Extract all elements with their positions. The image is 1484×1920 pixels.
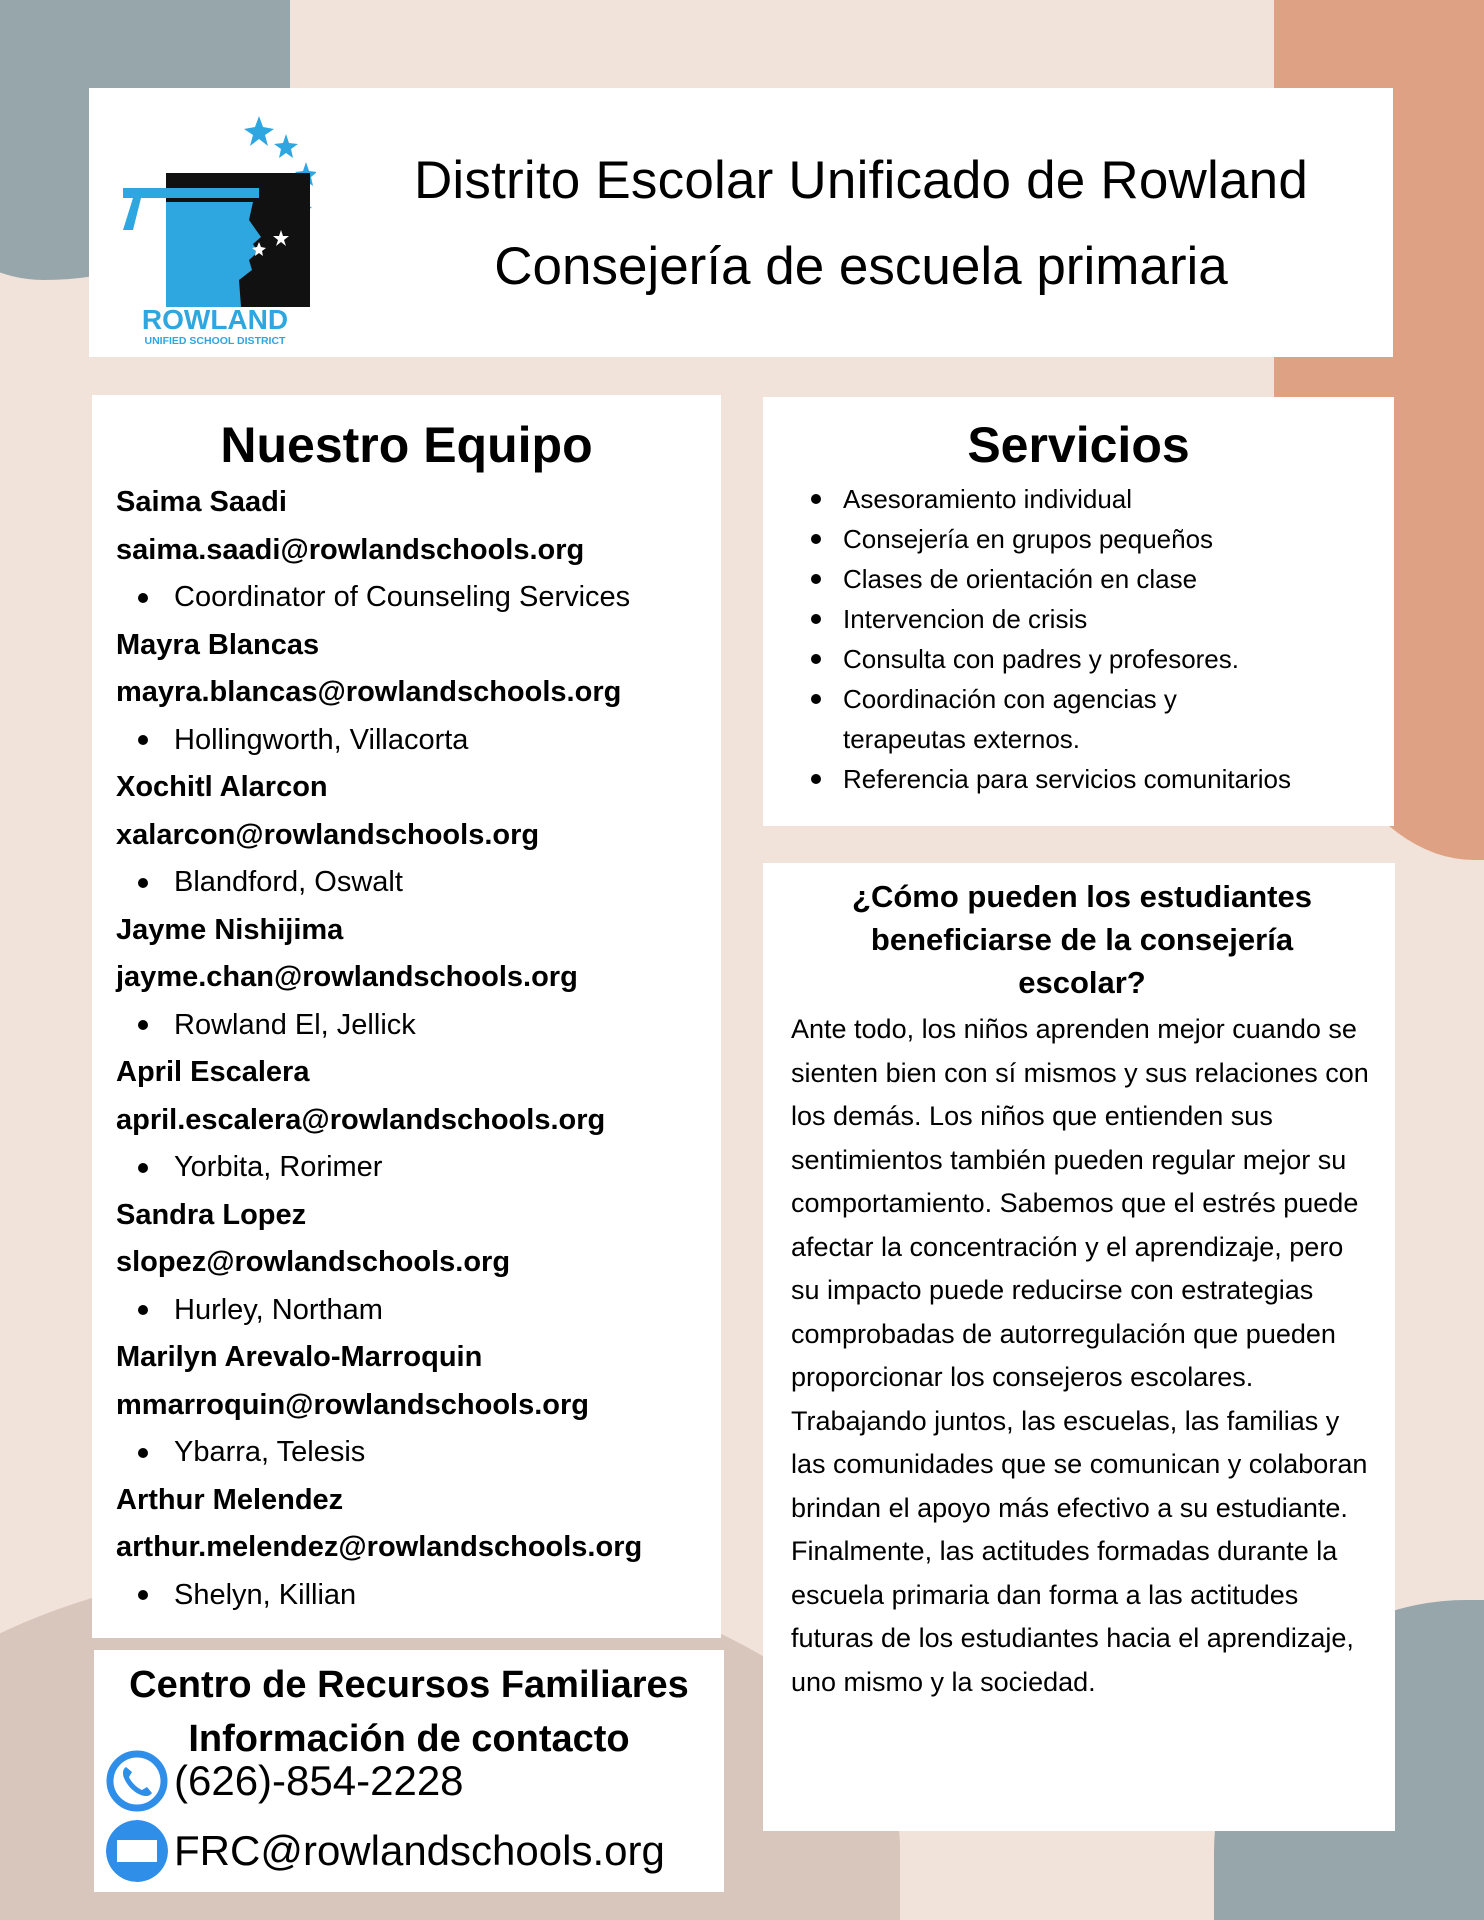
member-assignment: Rowland El, Jellick bbox=[116, 1002, 721, 1050]
member-email-link[interactable]: mmarroquin@rowlandschools.org bbox=[116, 1388, 589, 1421]
member-assignment: Coordinator of Counseling Services bbox=[116, 574, 721, 622]
team-title: Nuestro Equipo bbox=[220, 417, 593, 473]
email-row[interactable] bbox=[106, 1820, 665, 1882]
bullet-icon bbox=[138, 878, 148, 888]
page-subtitle: Consejería de escuela primaria bbox=[494, 237, 1228, 296]
phone-number: (626)-854-2228 bbox=[174, 1757, 464, 1804]
team-member bbox=[116, 479, 721, 622]
bullet-icon bbox=[138, 1020, 148, 1030]
team-member bbox=[116, 1477, 721, 1620]
member-email-link[interactable]: april.escalera@rowlandschools.org bbox=[116, 1103, 606, 1136]
page-title: Distrito Escolar Unificado de Rowland bbox=[413, 151, 1309, 210]
member-name: Mayra Blancas bbox=[116, 628, 320, 661]
contact-title: Centro de Recursos Familiares bbox=[129, 1664, 689, 1706]
email-icon bbox=[106, 1820, 168, 1882]
bullet-icon bbox=[138, 735, 148, 745]
phone-row[interactable] bbox=[106, 1750, 464, 1812]
services-title: Servicios bbox=[967, 417, 1190, 473]
team-member bbox=[116, 1192, 721, 1335]
member-assignment: Ybarra, Telesis bbox=[116, 1429, 721, 1477]
services-card bbox=[763, 397, 1394, 826]
team-member bbox=[116, 622, 721, 765]
service-item: Intervencion de crisis bbox=[811, 599, 1394, 639]
bullet-icon bbox=[138, 1305, 148, 1315]
svg-text:UNIFIED SCHOOL DISTRICT: UNIFIED SCHOOL DISTRICT bbox=[144, 335, 286, 347]
bullet-icon bbox=[811, 574, 821, 584]
member-assignment: Shelyn, Killian bbox=[116, 1572, 721, 1620]
service-item: Coordinación con agencias y terapeutas externos. bbox=[811, 679, 1394, 759]
member-name: Saima Saadi bbox=[116, 486, 287, 518]
email-address: FRC@rowlandschools.org bbox=[174, 1827, 665, 1874]
member-assignment: Hollingworth, Villacorta bbox=[116, 717, 721, 765]
member-name: Xochitl Alarcon bbox=[116, 771, 328, 803]
member-email-link[interactable]: xalarcon@rowlandschools.org bbox=[116, 818, 540, 851]
member-name: Marilyn Arevalo-Marroquin bbox=[116, 1341, 483, 1373]
bullet-icon bbox=[811, 694, 821, 704]
bullet-icon bbox=[811, 614, 821, 624]
benefits-body: Ante todo, los niños aprenden mejor cuando se sienten bien con sí mismos y sus relaciones con los demás. Los niños que entienden sus sentimientos también pueden regular mejor su comportamiento. Sabemos que el estrés puede afectar la concentración y el aprendizaje, pero su impacto puede reducirse con estrategias comprobadas de autorregulación que pueden proporcionar los consejeros escolares. Trabajando juntos, las escuelas, las familias y las comunidades que se comunican y colaboran brindan el apoyo más efectivo a su estudiante. Finalmente, las actitudes formadas durante la escuela primaria dan forma a las actitudes futuras de los estudiantes hacia el aprendizaje, uno mismo y la sociedad. bbox=[791, 1014, 1369, 1697]
benefits-card bbox=[763, 863, 1395, 1831]
service-item: Referencia para servicios comunitarios bbox=[811, 759, 1394, 799]
svg-text:ROWLAND: ROWLAND bbox=[141, 304, 289, 335]
member-email-link[interactable]: saima.saadi@rowlandschools.org bbox=[116, 533, 585, 566]
team-member bbox=[116, 1334, 721, 1477]
bullet-icon bbox=[811, 534, 821, 544]
benefits-title: ¿Cómo pueden los estudiantes beneficiarse de la consejería escolar? bbox=[852, 879, 1312, 1000]
team-member bbox=[116, 907, 721, 1050]
bullet-icon bbox=[811, 654, 821, 664]
member-name: Jayme Nishijima bbox=[116, 913, 344, 946]
bullet-icon bbox=[811, 494, 821, 504]
service-item: Clases de orientación en clase bbox=[811, 559, 1394, 599]
rowland-logo bbox=[111, 102, 316, 347]
member-email-link[interactable]: arthur.melendez@rowlandschools.org bbox=[116, 1531, 643, 1563]
bullet-icon bbox=[811, 774, 821, 784]
member-assignment: Yorbita, Rorimer bbox=[116, 1144, 721, 1192]
bullet-icon bbox=[138, 1448, 148, 1458]
bullet-icon bbox=[138, 593, 148, 603]
member-name: Arthur Melendez bbox=[116, 1483, 344, 1516]
phone-icon bbox=[106, 1750, 168, 1812]
member-assignment: Hurley, Northam bbox=[116, 1287, 721, 1335]
service-item: Asesoramiento individual bbox=[811, 479, 1394, 519]
contact-subtitle: Información de contacto bbox=[188, 1718, 630, 1760]
service-item: Consulta con padres y profesores. bbox=[811, 639, 1394, 679]
team-member bbox=[116, 764, 721, 907]
graduate-silhouette-logo-icon bbox=[111, 102, 316, 347]
member-name: April Escalera bbox=[116, 1056, 310, 1088]
member-name: Sandra Lopez bbox=[116, 1198, 307, 1231]
bullet-icon bbox=[138, 1163, 148, 1173]
service-item: Consejería en grupos pequeños bbox=[811, 519, 1394, 559]
member-email-link[interactable]: jayme.chan@rowlandschools.org bbox=[116, 961, 578, 993]
contact-card bbox=[94, 1650, 724, 1892]
bullet-icon bbox=[138, 1590, 148, 1600]
member-email-link[interactable]: mayra.blancas@rowlandschools.org bbox=[116, 676, 622, 708]
member-email-link[interactable]: slopez@rowlandschools.org bbox=[116, 1246, 511, 1278]
member-assignment: Blandford, Oswalt bbox=[116, 859, 721, 907]
team-member bbox=[116, 1049, 721, 1192]
team-card bbox=[92, 395, 721, 1638]
header-card bbox=[89, 88, 1393, 357]
